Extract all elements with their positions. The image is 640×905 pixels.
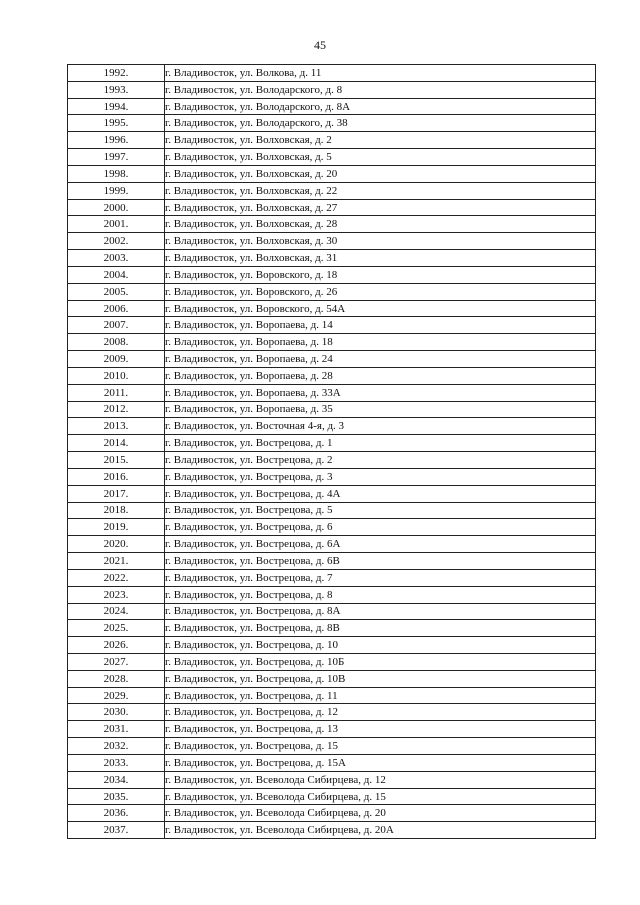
row-address: г. Владивосток, ул. Вострецова, д. 5 [165,502,596,519]
table-row [68,81,596,98]
row-address: г. Владивосток, ул. Всеволода Сибирцева, д. 15 [165,788,596,805]
row-number: 2018. [68,502,165,519]
table-row [68,283,596,300]
row-number: 2004. [68,266,165,283]
row-address: г. Владивосток, ул. Волховская, д. 20 [165,165,596,182]
row-number: 2014. [68,435,165,452]
table-row [68,519,596,536]
table-row [68,468,596,485]
table-row [68,805,596,822]
row-address: г. Владивосток, ул. Воропаева, д. 18 [165,334,596,351]
table-row [68,502,596,519]
row-address: г. Владивосток, ул. Волкова, д. 11 [165,65,596,82]
table-row [68,788,596,805]
row-address: г. Владивосток, ул. Восточная 4-я, д. 3 [165,418,596,435]
row-address: г. Владивосток, ул. Волховская, д. 5 [165,149,596,166]
row-address: г. Владивосток, ул. Воровского, д. 18 [165,266,596,283]
row-address: г. Владивосток, ул. Волховская, д. 31 [165,250,596,267]
row-number: 2022. [68,569,165,586]
table-row [68,250,596,267]
row-address: г. Владивосток, ул. Воропаева, д. 35 [165,401,596,418]
row-number: 2030. [68,704,165,721]
row-address: г. Владивосток, ул. Володарского, д. 8А [165,98,596,115]
table-row [68,132,596,149]
table-row [68,384,596,401]
table-row [68,586,596,603]
table-row [68,165,596,182]
row-address: г. Владивосток, ул. Волховская, д. 22 [165,182,596,199]
table-row [68,603,596,620]
row-address: г. Владивосток, ул. Воропаева, д. 14 [165,317,596,334]
row-number: 2001. [68,216,165,233]
row-address: г. Владивосток, ул. Вострецова, д. 6В [165,553,596,570]
address-table [67,64,596,839]
row-number: 1993. [68,81,165,98]
table-row [68,569,596,586]
table-row [68,65,596,82]
row-address: г. Владивосток, ул. Вострецова, д. 2 [165,452,596,469]
row-number: 2012. [68,401,165,418]
table-row [68,754,596,771]
table-row [68,300,596,317]
table-row [68,182,596,199]
row-number: 2019. [68,519,165,536]
row-address: г. Владивосток, ул. Вострецова, д. 13 [165,721,596,738]
row-number: 1994. [68,98,165,115]
table-row [68,418,596,435]
row-number: 2010. [68,367,165,384]
row-address: г. Владивосток, ул. Вострецова, д. 10Б [165,653,596,670]
row-number: 2033. [68,754,165,771]
row-address: г. Владивосток, ул. Вострецова, д. 11 [165,687,596,704]
table-row [68,771,596,788]
row-number: 2028. [68,670,165,687]
table-row [68,721,596,738]
row-address: г. Владивосток, ул. Воровского, д. 54А [165,300,596,317]
row-address: г. Владивосток, ул. Вострецова, д. 3 [165,468,596,485]
row-number: 2016. [68,468,165,485]
row-number: 2020. [68,536,165,553]
table-row [68,738,596,755]
row-number: 2036. [68,805,165,822]
row-address: г. Владивосток, ул. Вострецова, д. 1 [165,435,596,452]
row-address: г. Владивосток, ул. Вострецова, д. 6 [165,519,596,536]
row-address: г. Владивосток, ул. Вострецова, д. 15 [165,738,596,755]
table-row [68,704,596,721]
row-address: г. Владивосток, ул. Вострецова, д. 10В [165,670,596,687]
table-row [68,435,596,452]
address-table-body [68,65,596,839]
row-number: 1998. [68,165,165,182]
table-row [68,536,596,553]
row-address: г. Владивосток, ул. Воропаева, д. 33А [165,384,596,401]
row-number: 2017. [68,485,165,502]
row-address: г. Владивосток, ул. Волховская, д. 28 [165,216,596,233]
row-number: 2005. [68,283,165,300]
row-address: г. Владивосток, ул. Вострецова, д. 6А [165,536,596,553]
table-row [68,199,596,216]
row-number: 2008. [68,334,165,351]
row-address: г. Владивосток, ул. Всеволода Сибирцева, д. 20А [165,822,596,839]
table-row [68,216,596,233]
row-address: г. Владивосток, ул. Володарского, д. 38 [165,115,596,132]
row-address: г. Владивосток, ул. Всеволода Сибирцева, д. 20 [165,805,596,822]
table-row [68,334,596,351]
row-number: 2023. [68,586,165,603]
row-number: 2011. [68,384,165,401]
table-row [68,115,596,132]
row-number: 1995. [68,115,165,132]
row-number: 2007. [68,317,165,334]
row-number: 2000. [68,199,165,216]
table-row [68,149,596,166]
table-row [68,653,596,670]
row-number: 2037. [68,822,165,839]
table-row [68,367,596,384]
table-row [68,670,596,687]
row-address: г. Владивосток, ул. Волховская, д. 27 [165,199,596,216]
row-number: 2006. [68,300,165,317]
row-number: 2029. [68,687,165,704]
row-address: г. Владивосток, ул. Вострецова, д. 12 [165,704,596,721]
row-address: г. Владивосток, ул. Воровского, д. 26 [165,283,596,300]
row-number: 2013. [68,418,165,435]
row-number: 2024. [68,603,165,620]
page-number: 45 [314,38,326,52]
row-number: 1996. [68,132,165,149]
row-number: 2032. [68,738,165,755]
row-number: 2003. [68,250,165,267]
row-number: 2027. [68,653,165,670]
row-number: 1992. [68,65,165,82]
table-row [68,452,596,469]
row-address: г. Владивосток, ул. Всеволода Сибирцева, д. 12 [165,771,596,788]
table-row [68,620,596,637]
row-address: г. Владивосток, ул. Вострецова, д. 4А [165,485,596,502]
table-row [68,822,596,839]
table-row [68,317,596,334]
row-number: 2025. [68,620,165,637]
row-address: г. Владивосток, ул. Воропаева, д. 24 [165,351,596,368]
row-number: 2031. [68,721,165,738]
row-address: г. Владивосток, ул. Волховская, д. 2 [165,132,596,149]
row-number: 2002. [68,233,165,250]
row-address: г. Владивосток, ул. Володарского, д. 8 [165,81,596,98]
table-row [68,351,596,368]
row-number: 2015. [68,452,165,469]
table-row [68,98,596,115]
row-address: г. Владивосток, ул. Вострецова, д. 8А [165,603,596,620]
row-address: г. Владивосток, ул. Вострецова, д. 8В [165,620,596,637]
row-number: 1999. [68,182,165,199]
row-address: г. Владивосток, ул. Вострецова, д. 7 [165,569,596,586]
table-row [68,233,596,250]
table-row [68,687,596,704]
table-row [68,401,596,418]
row-address: г. Владивосток, ул. Вострецова, д. 8 [165,586,596,603]
table-row [68,553,596,570]
row-address: г. Владивосток, ул. Волховская, д. 30 [165,233,596,250]
row-number: 2026. [68,637,165,654]
row-address: г. Владивосток, ул. Вострецова, д. 10 [165,637,596,654]
row-address: г. Владивосток, ул. Воропаева, д. 28 [165,367,596,384]
row-number: 2034. [68,771,165,788]
row-number: 2021. [68,553,165,570]
table-row [68,637,596,654]
row-number: 2035. [68,788,165,805]
row-number: 2009. [68,351,165,368]
row-number: 1997. [68,149,165,166]
row-address: г. Владивосток, ул. Вострецова, д. 15А [165,754,596,771]
table-row [68,266,596,283]
table-row [68,485,596,502]
